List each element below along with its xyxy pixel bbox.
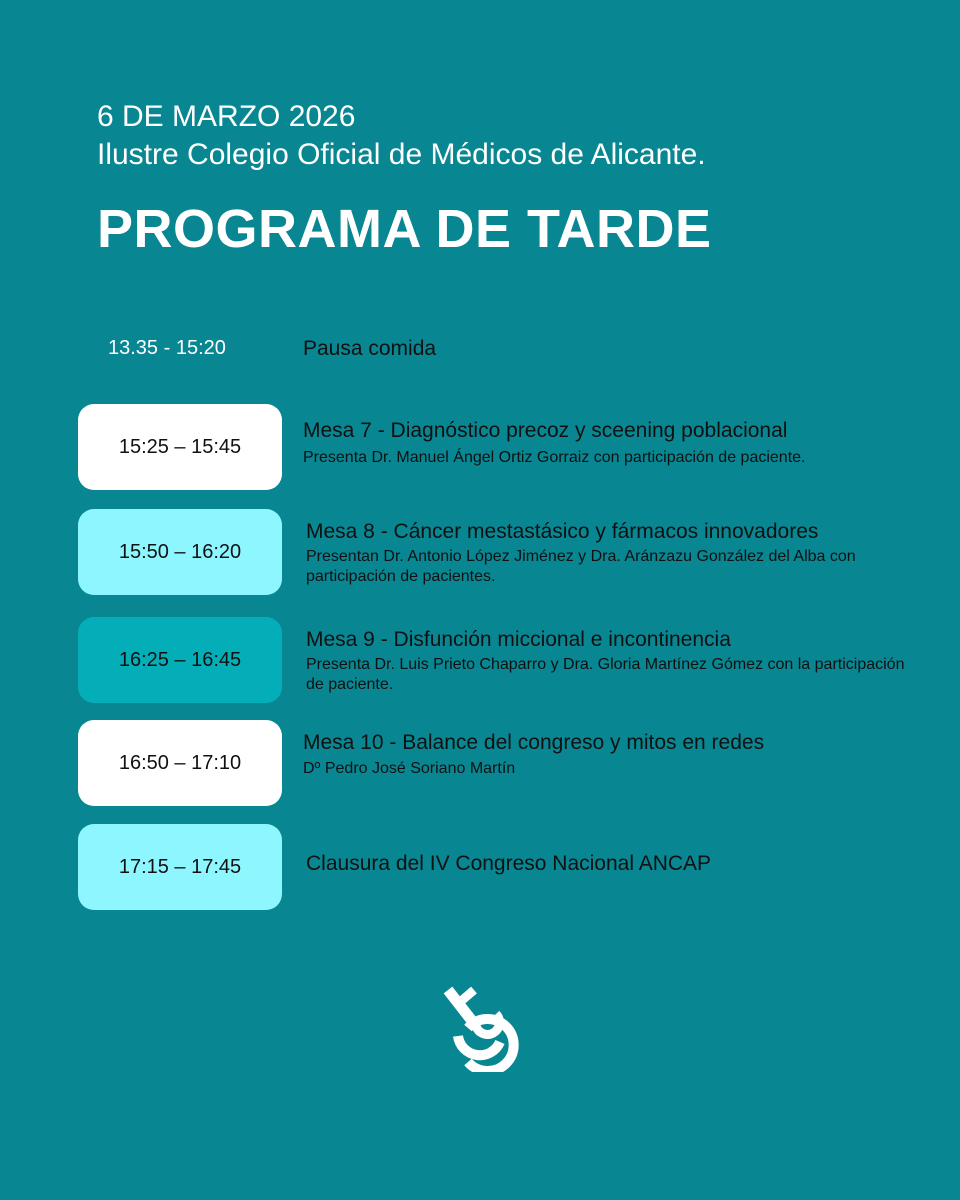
session-presenters: Presentan Dr. Antonio López Jiménez y Dra. Aránzazu González del Alba con participación de pacientes.	[306, 548, 856, 585]
time-label: 16:25 – 16:45	[118, 648, 242, 671]
time-pill	[78, 720, 282, 806]
session-title: Mesa 8 - Cáncer mestastásico y fármacos innovadores	[306, 520, 819, 543]
time-label: 15:50 – 16:20	[118, 540, 242, 563]
time-label: 17:15 – 17:45	[118, 855, 242, 878]
header	[97, 98, 706, 174]
time-pill	[78, 509, 282, 595]
session-presenters: Dº Pedro José Soriano Martín	[303, 760, 516, 777]
time-pill	[78, 617, 282, 703]
session-title: Clausura del IV Congreso Nacional ANCAP	[306, 852, 712, 875]
session-presenters: Presenta Dr. Manuel Ángel Ortiz Gorraiz con participación de paciente.	[303, 449, 806, 466]
session-title: Mesa 9 - Disfunción miccional e incontinencia	[306, 628, 731, 651]
time-pill	[78, 824, 282, 910]
time-label: 13.35 - 15:20	[108, 337, 226, 359]
event-date: 6 DE MARZO 2026	[97, 100, 356, 133]
event-venue: Ilustre Colegio Oficial de Médicos de Alicante.	[97, 138, 706, 171]
page-title: PROGRAMA DE TARDE	[97, 199, 712, 259]
ancap-logo-icon	[438, 980, 524, 1072]
time-label: 15:25 – 15:45	[118, 435, 242, 458]
session-title: Mesa 10 - Balance del congreso y mitos en redes	[303, 731, 765, 754]
session-title: Pausa comida	[303, 337, 437, 360]
time-label: 16:50 – 17:10	[118, 751, 242, 774]
session-presenters: Presenta Dr. Luis Prieto Chaparro y Dra. Gloria Martínez Gómez con la participación de paciente.	[306, 656, 905, 693]
time-pill	[78, 404, 282, 490]
session-title: Mesa 7 - Diagnóstico precoz y sceening poblacional	[303, 419, 788, 442]
